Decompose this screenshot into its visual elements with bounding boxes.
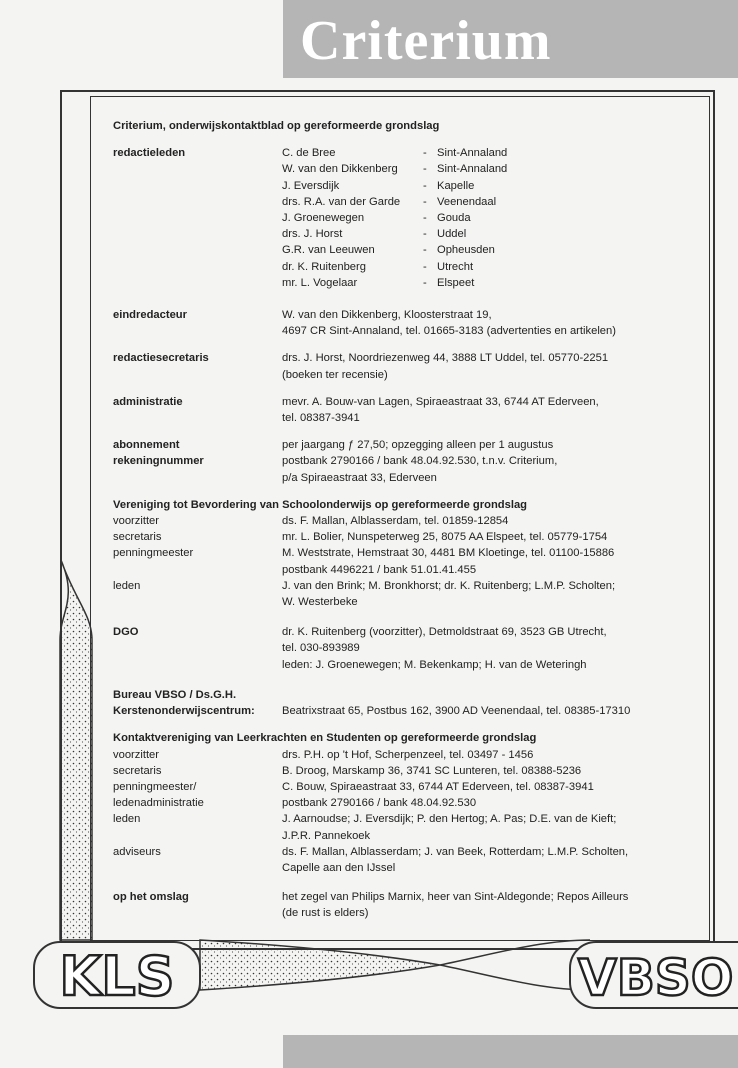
magazine-title: Criterium: [300, 10, 552, 72]
member-row: mr. L. Vogelaar - Elspeet: [282, 276, 475, 289]
dgo-block: DGO dr. K. Ruitenberg (voorzitter), Detmoldstraat 69, 3523 GB Utrecht, tel. 030-893989 leden: J. Groenewegen; M. Bekenkamp; H. van de Weteringh: [113, 626, 607, 671]
intro-heading: Criterium, onderwijskontaktblad op gereformeerde grondslag: [113, 120, 440, 132]
kls-row: leden J. Aarnoudse; J. Eversdijk; P. den Hertog; A. Pas; D.E. van de Kieft; J.P.R. Pannekoek: [113, 813, 617, 842]
colophon: [113, 118, 703, 922]
administratie-label: administratie: [113, 395, 183, 408]
vbso-row: penningmeester M. Weststrate, Hemstraat 30, 4481 BM Kloetinge, tel. 01100-15886 postbank 4496221 / bank 51.01.41.455: [113, 547, 615, 576]
kls-row: secretaris B. Droog, Marskamp 36, 3741 SC Lunteren, tel. 08388-5236: [113, 764, 582, 777]
member-row: J. Groenewegen - Gouda: [282, 212, 471, 225]
member-row: drs. J. Horst - Uddel: [282, 228, 467, 241]
abonnement-block: abonnement rekeningnummer per jaargang ƒ 27,50; opzegging alleen per 1 augustus postbank 2790166 / bank 48.04.92.530, t.n.v. Criterium, p/a Spiraeastraat 33, Ederveen: [113, 439, 558, 484]
bottom-ribbon-shape: [200, 940, 440, 990]
kls-logo: [32, 940, 202, 1010]
redactie-label: redactieleden: [113, 147, 186, 160]
bureau-label: Bureau VBSO / Ds.G.H.: [113, 688, 237, 701]
member-row: dr. K. Ruitenberg - Utrecht: [282, 260, 474, 273]
member-row: C. de Bree - Sint-Annaland: [282, 147, 508, 160]
kls-row: adviseurs ds. F. Mallan, Alblasserdam; J. van Beek, Rotterdam; L.M.P. Scholten, Capelle aan den IJssel: [113, 845, 629, 874]
dgo-label: DGO: [113, 626, 139, 639]
member-row: W. van den Dikkenberg - Sint-Annaland: [282, 163, 508, 176]
administratie-block: administratie mevr. A. Bouw-van Lagen, Spiraeastraat 33, 6744 AT Ederveen, tel. 08387-3941: [113, 395, 599, 425]
omslag-label: op het omslag: [113, 891, 189, 904]
kls-logo-text: KLS: [59, 945, 175, 1008]
left-ribbon-shape: [60, 560, 92, 940]
eindredacteur-block: eindredacteur W. van den Dikkenberg, Kloosterstraat 19, 4697 CR Sint-Annaland, tel. 01665-3183 (advertenties en artikelen): [113, 309, 616, 338]
secretaris-block: redactiesecretaris drs. J. Horst, Noordriezenweg 44, 3888 LT Uddel, tel. 05770-2251 (boeken ter recensie): [113, 352, 609, 381]
vbso-row: voorzitter ds. F. Mallan, Alblasserdam, tel. 01859-12854: [113, 515, 509, 528]
omslag-block: op het omslag het zegel van Philips Marnix, heer van Sint-Aldegonde; Repos Ailleurs (de rust is elders): [113, 891, 629, 920]
vbso-row: secretaris mr. L. Bolier, Nunspeterweg 25, 8075 AA Elspeet, tel. 05779-1754: [113, 531, 608, 544]
redactie-members: [282, 145, 703, 291]
member-row: drs. R.A. van der Garde - Veenendaal: [282, 195, 497, 208]
redactie-block: [113, 145, 703, 291]
kls-heading: Kontaktvereniging van Leerkrachten en Studenten op gereformeerde grondslag: [113, 732, 537, 745]
kls-row: penningmeester/ ledenadministratie C. Bouw, Spiraeastraat 33, 6744 AT Ederveen, tel. 08387-3941 postbank 2790166 / bank 48.04.92.530: [113, 780, 594, 810]
secretaris-label: redactiesecretaris: [113, 352, 209, 365]
bureau-block: Bureau VBSO / Ds.G.H. Kerstenonderwijscentrum: Beatrixstraat 65, Postbus 162, 3900 AD Veenendaal, tel. 08385-17310: [113, 687, 703, 719]
vbso-row: leden J. van den Brink; M. Bronkhorst; dr. K. Ruitenberg; L.M.P. Scholten; W. Westerbeke: [113, 579, 616, 609]
vbso-logo-text: VBSO: [578, 949, 734, 1007]
member-row: G.R. van Leeuwen - Opheusden: [282, 244, 495, 257]
kls-row: voorzitter drs. P.H. op 't Hof, Scherpenzeel, tel. 03497 - 1456: [113, 748, 534, 761]
vbso-heading: Vereniging tot Bevordering van Schoolonderwijs op gereformeerde grondslag: [113, 498, 528, 511]
abonnement-label: abonnement rekeningnummer: [113, 439, 204, 468]
member-row: J. Eversdijk - Kapelle: [282, 179, 475, 192]
eindredacteur-label: eindredacteur: [113, 309, 187, 322]
vbso-logo: [568, 940, 738, 1010]
